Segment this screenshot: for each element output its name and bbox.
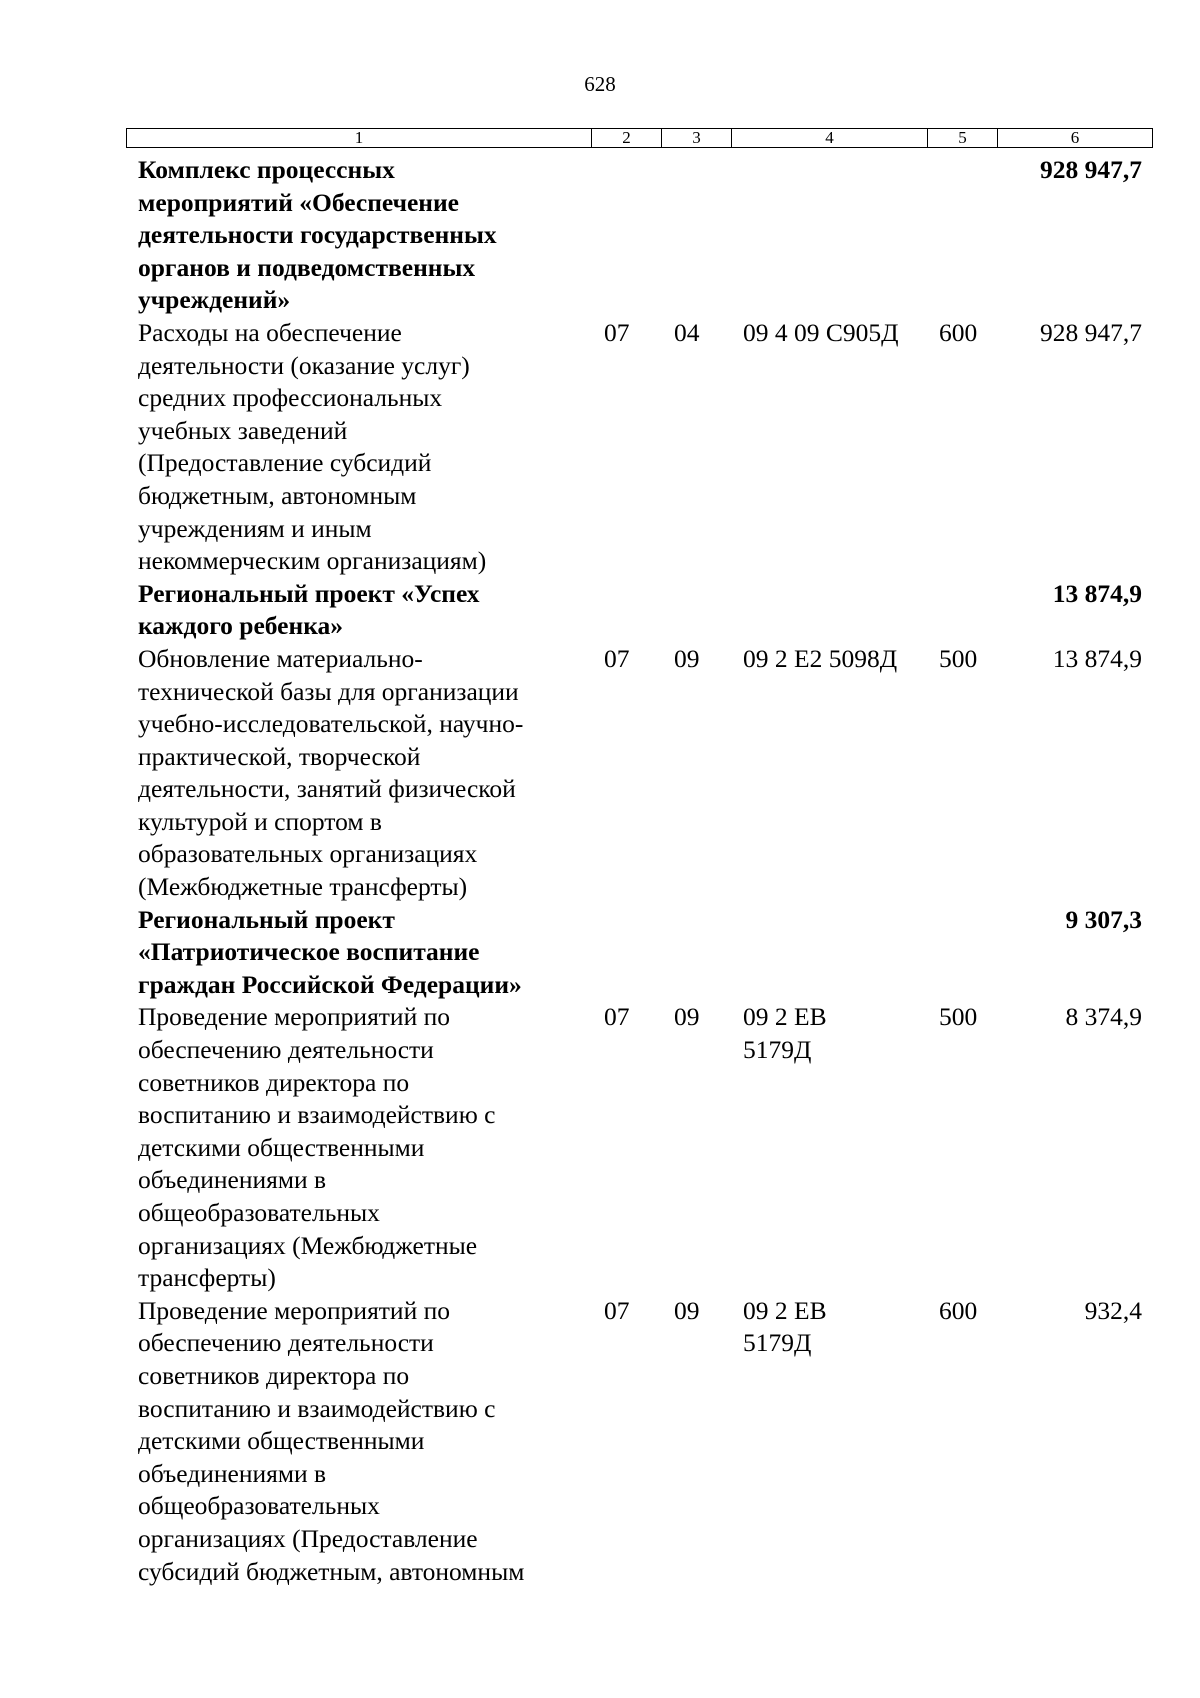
row-target-article xyxy=(731,578,927,643)
header-col-2: 2 xyxy=(592,129,662,148)
row-name-line: культурой и спортом в xyxy=(138,806,382,836)
row-expense-type: 500 xyxy=(939,643,978,673)
row-section-code: 07 xyxy=(604,317,630,347)
header-col-6: 6 xyxy=(998,129,1153,148)
row-name-line: Региональный проект xyxy=(138,904,395,934)
row-name-line: детскими общественными xyxy=(138,1426,425,1456)
row-target-article xyxy=(731,154,927,317)
table-row xyxy=(126,317,1152,578)
header-col-5: 5 xyxy=(928,129,998,148)
row-section-code xyxy=(591,154,661,317)
header-col-1: 1 xyxy=(127,129,592,148)
row-name-line: Комплекс процессных xyxy=(138,155,395,184)
row-name-line: бюджетным, автономным xyxy=(138,480,417,510)
row-amount: 8 374,9 xyxy=(1065,1002,1142,1032)
row-section-code: 07 xyxy=(604,1002,630,1032)
row-subsection-code xyxy=(661,904,731,1002)
row-name-line: технической базы для организации xyxy=(138,676,519,706)
row-name-line: объединениями в xyxy=(138,1458,327,1488)
row-name-line: деятельности государственных xyxy=(138,220,497,250)
row-target-article xyxy=(731,1295,927,1588)
row-expense-type: 600 xyxy=(939,317,978,347)
row-name-line: средних профессиональных xyxy=(138,383,443,413)
column-number-header xyxy=(126,128,1153,148)
row-name-line: (Межбюджетные трансферты) xyxy=(138,872,468,902)
row-subsection-code: 09 xyxy=(674,1002,700,1032)
row-name-line: Расходы на обеспечение xyxy=(138,317,402,347)
row-name-line: учреждений» xyxy=(138,285,291,315)
row-expense-type xyxy=(927,578,997,643)
row-name-line: советников директора по xyxy=(138,1360,410,1390)
row-name-line: Региональный проект «Успех xyxy=(138,578,480,608)
row-name-line: общеобразовательных xyxy=(138,1491,380,1521)
row-name-line: учебных заведений xyxy=(138,415,348,445)
row-target-article-line: 09 4 09 С905Д xyxy=(743,317,899,347)
row-name-line: мероприятий «Обеспечение xyxy=(138,187,459,217)
row-subsection-code: 04 xyxy=(674,317,700,347)
table-row xyxy=(126,1295,1152,1588)
header-col-3: 3 xyxy=(662,129,732,148)
row-amount: 13 874,9 xyxy=(1052,578,1142,608)
row-subsection-code xyxy=(661,154,731,317)
row-name-line: воспитанию и взаимодействию с xyxy=(138,1100,496,1130)
row-amount: 13 874,9 xyxy=(1052,643,1142,673)
row-amount: 932,4 xyxy=(1084,1295,1142,1325)
row-name-line: трансферты) xyxy=(138,1263,276,1293)
row-name-line: советников директора по xyxy=(138,1067,410,1097)
row-amount: 928 947,7 xyxy=(1040,155,1142,184)
row-name-line: каждого ребенка» xyxy=(138,611,343,641)
table-row xyxy=(126,1001,1152,1294)
row-expense-type xyxy=(927,904,997,1002)
row-name xyxy=(126,1295,591,1588)
table-row xyxy=(126,643,1152,904)
row-name-line: субсидий бюджетным, автономным xyxy=(138,1556,525,1586)
row-name-line: общеобразовательных xyxy=(138,1198,380,1227)
row-expense-type: 500 xyxy=(939,1002,978,1032)
row-name-line: некоммерческим организациям) xyxy=(138,546,487,576)
section-row xyxy=(126,578,1152,643)
row-name-line: Проведение мероприятий по xyxy=(138,1002,451,1032)
row-target-article-line: 09 2 ЕВ xyxy=(743,1295,827,1325)
row-name xyxy=(126,643,591,904)
row-target-article xyxy=(731,643,927,904)
row-amount: 928 947,7 xyxy=(1040,317,1142,347)
row-name-line: Проведение мероприятий по xyxy=(138,1295,451,1325)
row-name-line: образовательных организациях xyxy=(138,839,478,869)
row-name xyxy=(126,578,591,643)
row-name-line: «Патриотическое воспитание xyxy=(138,937,480,967)
row-name-line: организациях (Межбюджетные xyxy=(138,1230,478,1260)
row-name xyxy=(126,154,591,317)
row-name-line: воспитанию и взаимодействию с xyxy=(138,1393,496,1423)
row-section-code xyxy=(591,904,661,1002)
row-section-code xyxy=(591,578,661,643)
row-name-line: практической, творческой xyxy=(138,741,421,771)
row-target-article-line: 5179Д xyxy=(743,1328,812,1358)
row-subsection-code xyxy=(661,578,731,643)
row-name-line: (Предоставление субсидий xyxy=(138,448,432,478)
row-name-line: граждан Российской Федерации» xyxy=(138,969,522,999)
row-target-article xyxy=(731,904,927,1002)
row-amount: 9 307,3 xyxy=(1065,904,1142,934)
section-row xyxy=(126,154,1152,317)
row-subsection-code: 09 xyxy=(674,643,700,673)
row-name xyxy=(126,904,591,1002)
row-name xyxy=(126,1001,591,1294)
row-name-line: деятельности, занятий физической xyxy=(138,774,516,804)
row-name-line: обеспечению деятельности xyxy=(138,1035,434,1065)
row-name-line: объединениями в xyxy=(138,1165,327,1195)
row-target-article-line: 5179Д xyxy=(743,1035,812,1065)
row-expense-type: 600 xyxy=(939,1295,978,1325)
row-section-code: 07 xyxy=(604,1295,630,1325)
section-row xyxy=(126,904,1152,1002)
row-name-line: детскими общественными xyxy=(138,1132,425,1162)
row-name-line: учреждениям и иным xyxy=(138,513,372,543)
row-name xyxy=(126,317,591,578)
row-section-code: 07 xyxy=(604,643,630,673)
budget-table-body xyxy=(126,154,1152,1588)
row-expense-type xyxy=(927,154,997,317)
row-name-line: Обновление материально- xyxy=(138,643,423,673)
row-name-line: деятельности (оказание услуг) xyxy=(138,350,470,380)
row-target-article xyxy=(731,1001,927,1294)
page-number: 628 xyxy=(584,72,616,96)
row-name-line: учебно-исследовательской, научно- xyxy=(138,709,524,739)
row-subsection-code: 09 xyxy=(674,1295,700,1325)
row-target-article-line: 09 2 ЕВ xyxy=(743,1002,827,1032)
header-col-4: 4 xyxy=(732,129,928,148)
row-target-article-line: 09 2 Е2 5098Д xyxy=(743,643,898,673)
row-name-line: органов и подведомственных xyxy=(138,252,476,282)
row-name-line: обеспечению деятельности xyxy=(138,1328,434,1358)
row-name-line: организациях (Предоставление xyxy=(138,1523,478,1553)
row-target-article xyxy=(731,317,927,578)
